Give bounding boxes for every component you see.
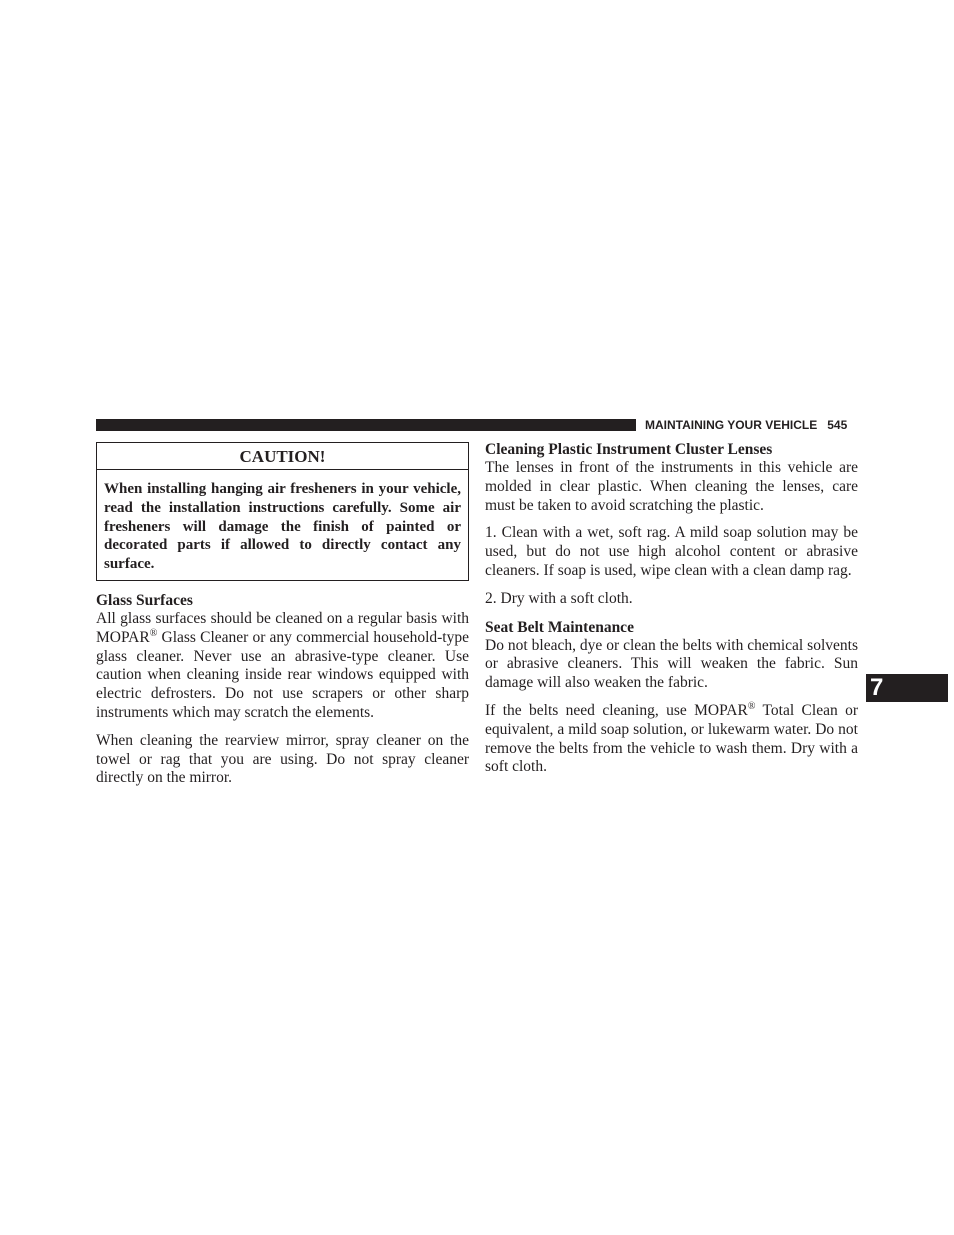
left-column bbox=[96, 440, 469, 797]
page-number: 545 bbox=[827, 418, 848, 432]
seat-belt-paragraph-2: If the belts need cleaning, use MOPAR® Total Clean or equivalent, a mild soap solution, or lukewarm water. Do not remove the belts from the vehicle to wash them. Dry with a soft cloth. bbox=[485, 700, 858, 776]
lenses-step-2: 2. Dry with a soft cloth. bbox=[485, 589, 633, 607]
lenses-heading: Cleaning Plastic Instrument Cluster Lenses bbox=[485, 441, 773, 458]
lenses-step-1: 1. Clean with a wet, soft rag. A mild soap solution may be used, but do not use high alcohol content or abrasive cleaners. If soap is used, wipe clean with a clean damp rag. bbox=[485, 524, 858, 579]
lenses-paragraph: The lenses in front of the instruments in this vehicle are molded in clear plastic. When cleaning the lenses, care must be taken to avoid scratching the plastic. bbox=[485, 459, 858, 514]
right-column bbox=[485, 440, 858, 786]
header-rule bbox=[96, 419, 636, 431]
glass-paragraph-2: When cleaning the rearview mirror, spray cleaner on the towel or rag that you are using. Do not spray cleaner directly on the mirror. bbox=[96, 731, 469, 787]
running-header bbox=[645, 417, 860, 433]
seat-belt-heading: Seat Belt Maintenance bbox=[485, 618, 634, 636]
glass-paragraph-1: All glass surfaces should be cleaned on a regular basis with MOPAR® Glass Cleaner or any commercial household-type glass cleaner. Never use an abrasive-type cleaner. Use caution when cleaning inside rear windows equipped with electric defrosters. Do not use scrapers or other sharp instruments which may scratch the elements. bbox=[96, 609, 469, 721]
glass-surfaces-heading: Glass Surfaces bbox=[96, 591, 193, 609]
caution-text: When installing hanging air fresheners in your vehicle, read the installation instructions carefully. Some air fresheners will damage the finish of painted or decorated parts if allowed to directly contact any surface. bbox=[104, 481, 461, 573]
chapter-tab: 7 bbox=[866, 674, 948, 702]
caution-box bbox=[96, 442, 469, 581]
caution-title: CAUTION! bbox=[97, 443, 468, 470]
section-title: MAINTAINING YOUR VEHICLE bbox=[645, 418, 818, 432]
seat-belt-paragraph-1: Do not bleach, dye or clean the belts with chemical solvents or abrasive cleaners. This will weaken the fabric. Sun damage will also weaken the fabric. bbox=[485, 636, 858, 692]
